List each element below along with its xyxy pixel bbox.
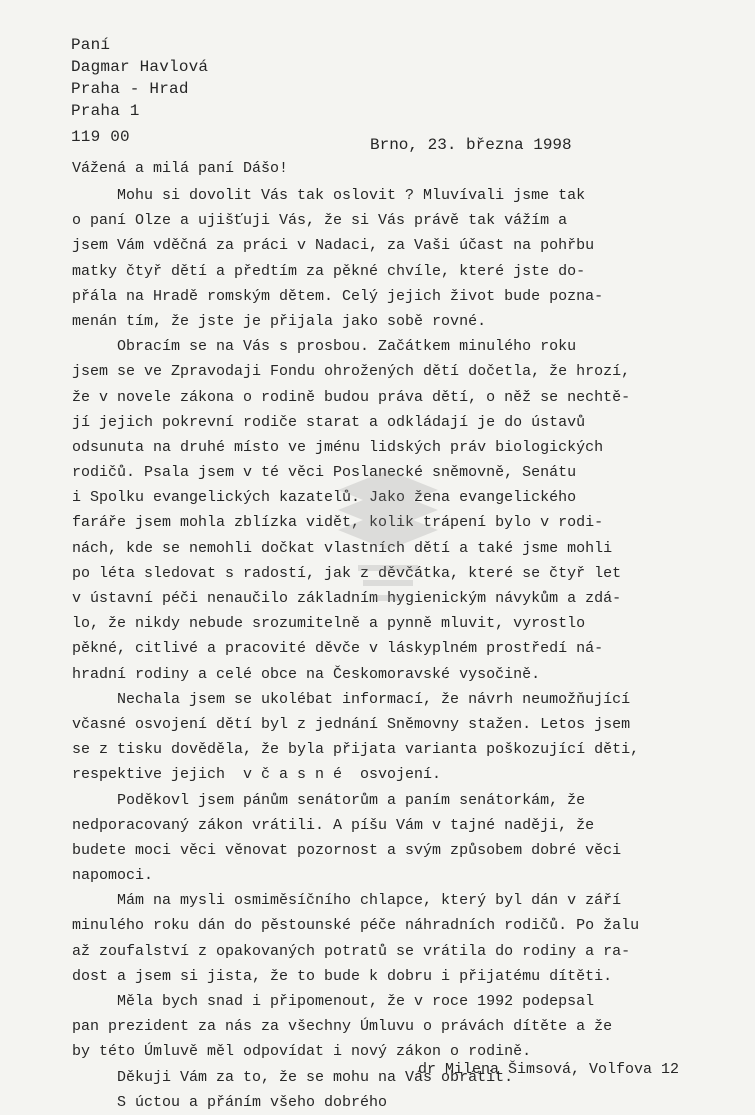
body-line: že v novele zákona o rodině budou práva dětí, o něž se nechtě-	[72, 388, 631, 406]
body-line: jsem Vám vděčná za práci v Nadaci, za Vaši účast na pohřbu	[72, 237, 595, 255]
body-line: nách, kde se nemohli dočkat vlastních dětí a také jsme mohli	[72, 539, 613, 557]
body-line: i Spolku evangelických kazatelů. Jako žena evangelického	[72, 489, 577, 507]
body-line: až zoufalství z opakovaných potratů se vrátila do rodiny a ra-	[72, 942, 631, 960]
letter-date: Brno, 23. března 1998	[370, 136, 572, 154]
body-line: Nechala jsem se ukolébat informací, že návrh neumožňující	[72, 690, 631, 708]
letter-body	[72, 183, 712, 1115]
recipient-line: Praha - Hrad	[71, 80, 189, 98]
body-line: rodičů. Psala jsem v té věci Poslanecké sněmovně, Senátu	[72, 464, 577, 482]
body-line: se z tisku dověděla, že byla přijata varianta poškozující děti,	[72, 741, 640, 759]
body-line: Poděkovl jsem pánům senátorům a paním senátorkám, že	[72, 791, 586, 809]
body-line: o paní Olze a ujišťuji Vás, že si Vás právě tak vážím a	[72, 212, 568, 230]
body-line: pan prezident za nás za všechny Úmluvu o právách dítěte a že	[72, 1018, 613, 1036]
body-line: Měla bych snad i připomenout, že v roce 1992 podepsal	[72, 993, 595, 1010]
recipient-line: Praha 1	[71, 102, 140, 120]
body-line: S úctou a přáním všeho dobrého	[72, 1093, 388, 1111]
recipient-line: Dagmar Havlová	[71, 58, 209, 76]
signature: dr Milena Šimsová, Volfova 12	[418, 1061, 680, 1078]
body-line: faráře jsem mohla zblízka vidět, kolik trápení bylo v rodi-	[72, 514, 604, 532]
body-line: budete moci věci věnovat pozornost a svým způsobem dobré věci	[72, 841, 622, 859]
body-line: hradní rodiny a celé obce na Českomoravské vysočině.	[72, 665, 541, 683]
body-line: odsunuta na druhé místo ve jménu lidských práv biologických	[72, 438, 604, 456]
recipient-line: Paní	[71, 36, 111, 54]
body-line: minulého roku dán do pěstounské péče náhradních rodičů. Po žalu	[72, 917, 640, 935]
recipient-postcode: 119 00	[71, 128, 130, 146]
archive-watermark-icon	[318, 470, 458, 620]
body-line: dost a jsem si jista, že to bude k dobru i přijatému dítěti.	[72, 967, 613, 985]
body-line: přála na Hradě romským dětem. Celý jejich život bude pozna-	[72, 287, 604, 305]
body-line: po léta sledovat s radostí, jak z děvčátka, které se čtyř let	[72, 564, 622, 582]
body-line: menán tím, že jste je přijala jako sobě rovné.	[72, 312, 487, 330]
salutation: Vážená a milá paní Dášo!	[72, 160, 289, 177]
body-line: Mohu si dovolit Vás tak oslovit ? Mluvívali jsme tak	[72, 187, 586, 204]
body-line: lo, že nikdy nebude srozumitelně a pynně mluvit, vyrostlo	[72, 615, 586, 633]
body-line: jsem se ve Zpravodaji Fondu ohrožených dětí dočetla, že hrozí,	[72, 363, 631, 381]
body-line: matky čtyř dětí a předtím za pěkné chvíle, které jste do-	[72, 262, 586, 280]
body-line: včasné osvojení dětí byl z jednání Sněmovny stažen. Letos jsem	[72, 715, 631, 733]
body-line: nedporacovaný zákon vrátili. A píšu Vám v tajné naději, že	[72, 816, 595, 834]
body-line: napomoci.	[72, 867, 154, 885]
body-line: pěkné, citlivé a pracovité děvče v láskyplném prostředí ná-	[72, 640, 604, 658]
recipient-address	[71, 34, 208, 148]
body-line: Děkuji Vám za to, že se mohu na Vás obrátit.	[72, 1068, 514, 1086]
body-line: Obracím se na Vás s prosbou. Začátkem minulého roku	[72, 338, 577, 356]
body-line: v ústavní péči nenaučilo základním hygienickým návykům a zdá-	[72, 590, 622, 607]
body-line: jí jejich pokrevní rodiče starat a odkládají je do ústavů	[72, 413, 586, 431]
body-line: respektive jejich v č a s n é osvojení.	[72, 766, 442, 784]
body-line: Mám na mysli osmiměsíčního chlapce, který byl dán v září	[72, 892, 622, 910]
body-line: by této Úmluvě měl odpovídat i nový zákon o rodině.	[72, 1043, 532, 1061]
